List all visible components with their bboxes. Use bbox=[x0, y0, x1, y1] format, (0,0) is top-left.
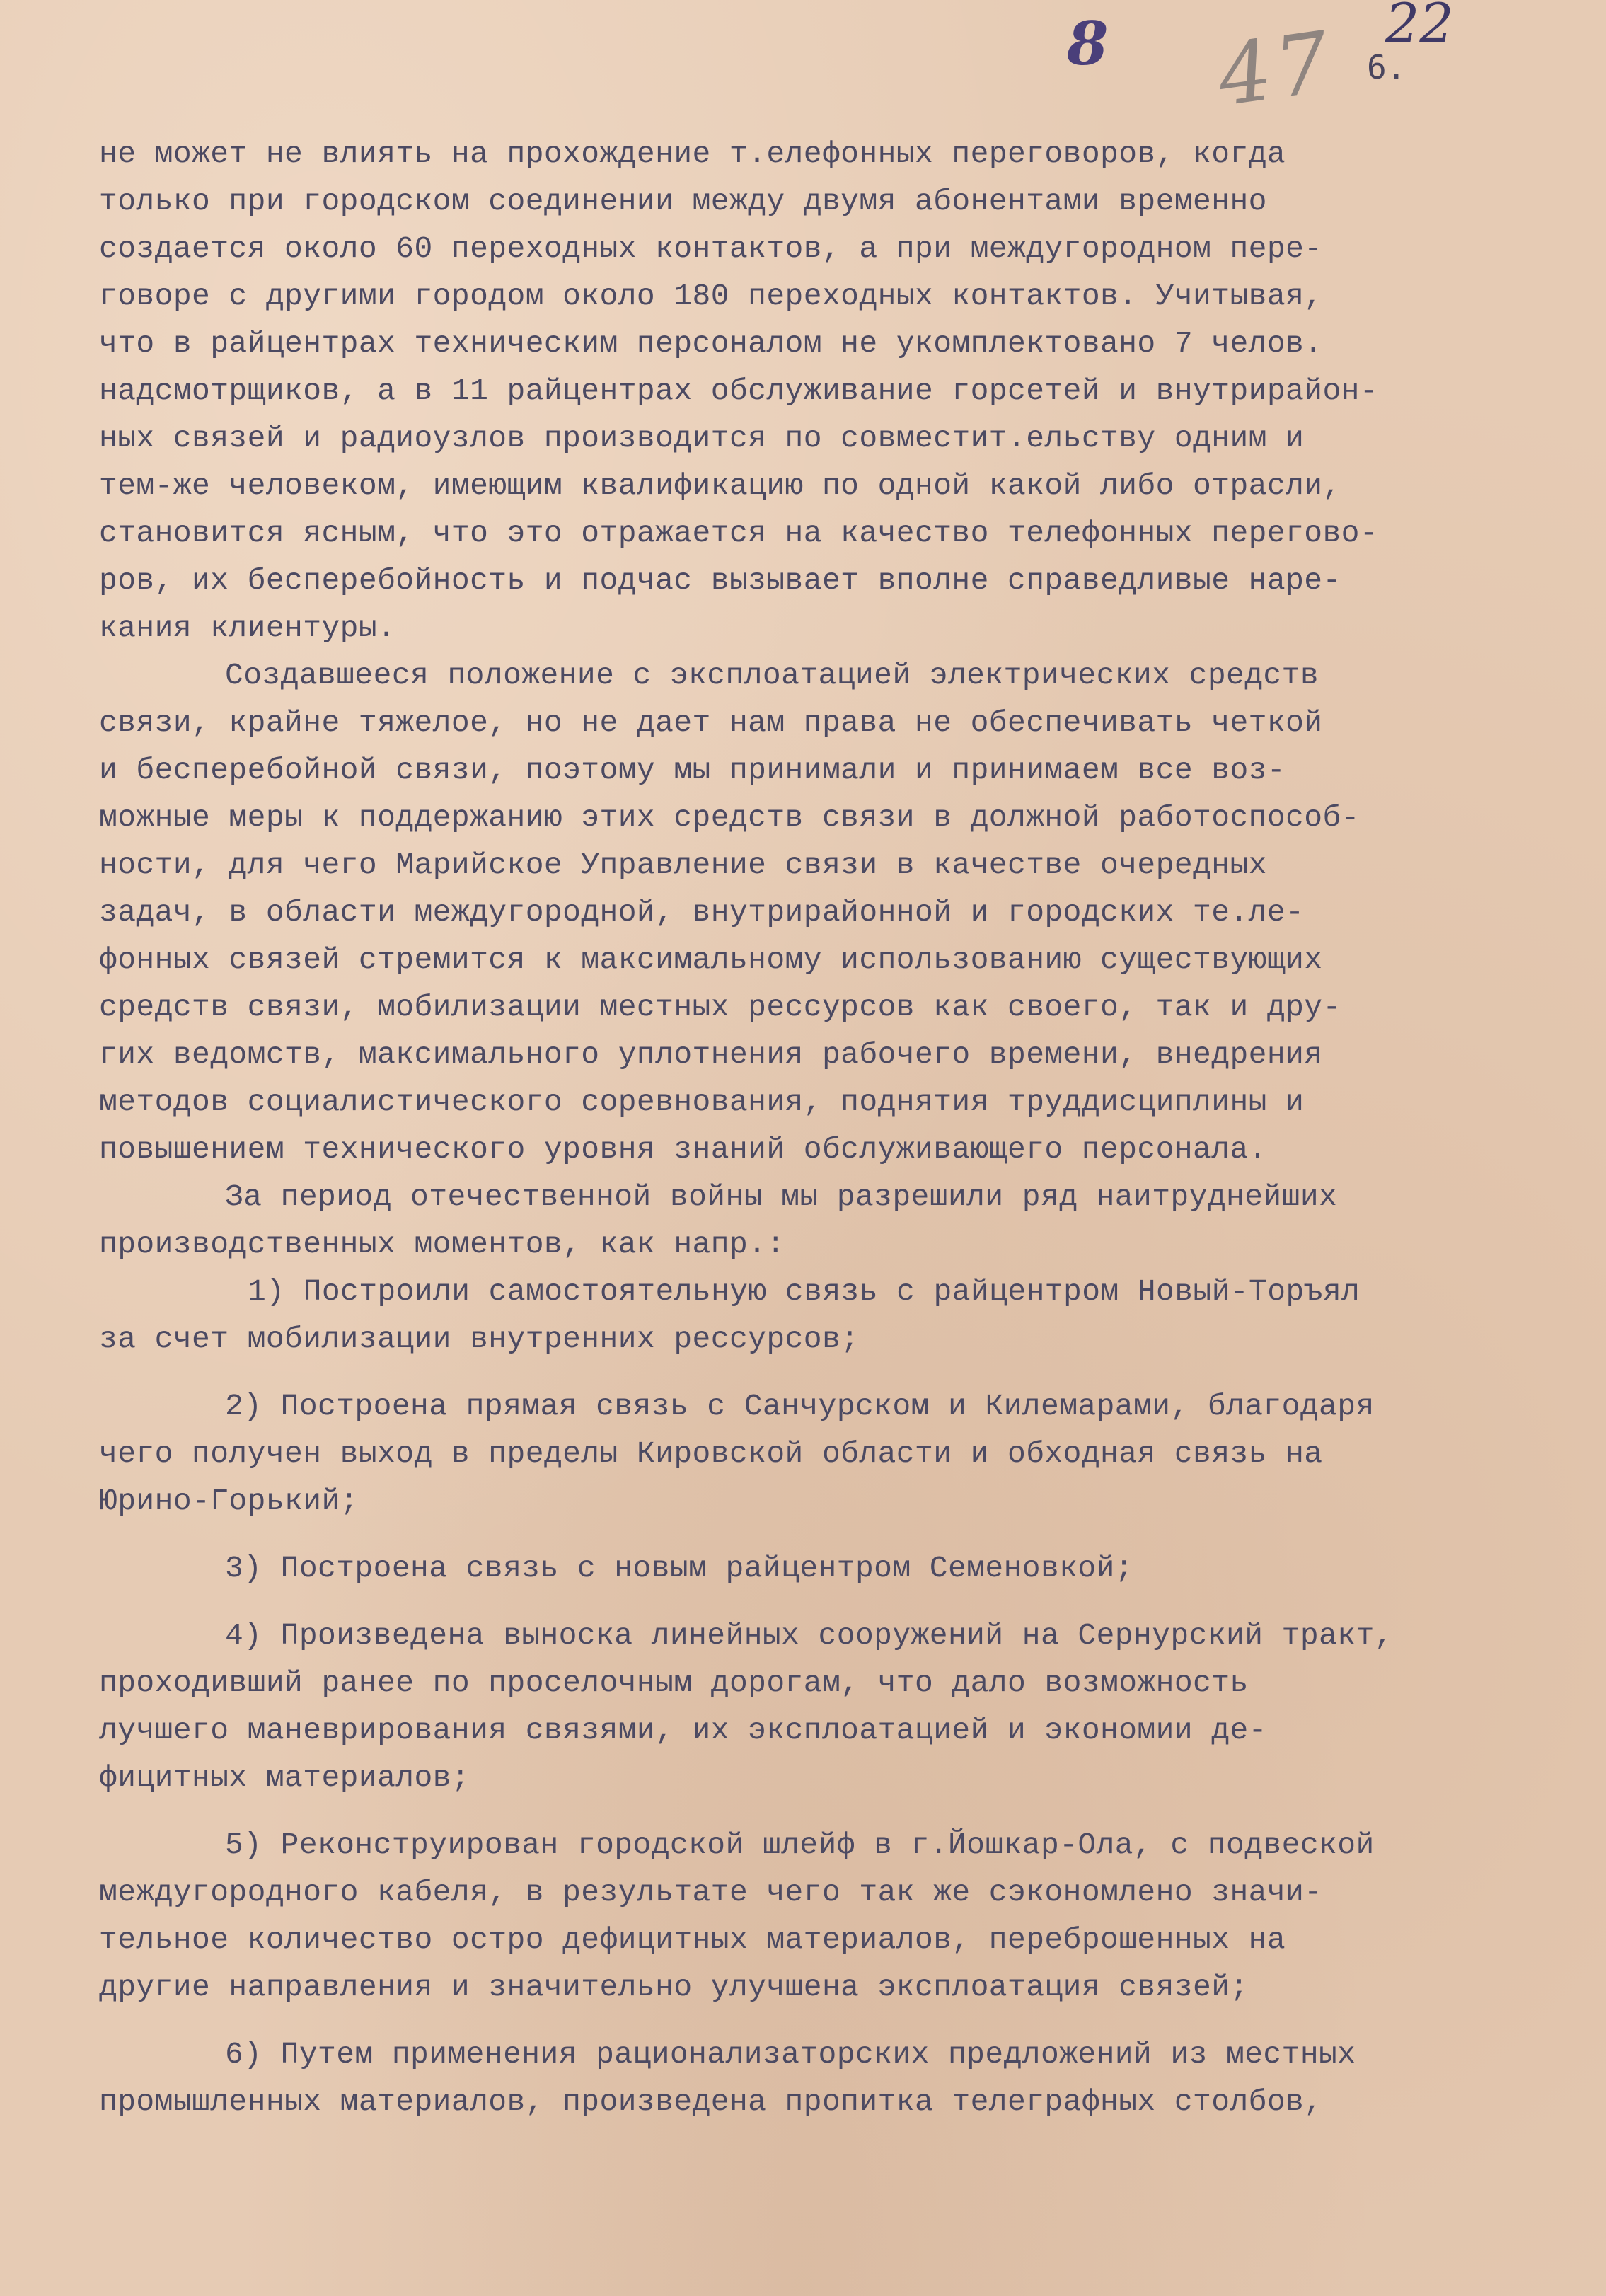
text-line: тельное количество остро дефицитных материалов, переброшенных на bbox=[99, 1922, 1286, 1957]
text-line: Создавшееся положение с эксплоатацией электрических средств bbox=[225, 658, 1319, 693]
text-line: и бесперебойной связи, поэтому мы принимали и принимаем все воз- bbox=[99, 753, 1286, 788]
text-line: только при городском соединении между двумя абонентами временно bbox=[99, 184, 1267, 219]
text-line: чего получен выход в пределы Кировской области и обходная связь на bbox=[99, 1436, 1323, 1471]
text-line: кания клиентуры. bbox=[99, 611, 396, 645]
text-line: задач, в области междугородной, внутрирайонной и городских те.ле- bbox=[99, 895, 1305, 930]
text-line: фицитных материалов; bbox=[99, 1760, 470, 1795]
text-line: можные меры к поддержанию этих средств связи в должной работоспособ- bbox=[99, 800, 1360, 835]
list-item-4 bbox=[99, 1612, 1556, 1801]
text-line: не может не влиять на прохождение т.елефонных переговоров, когда bbox=[99, 137, 1286, 171]
text-line: тем-же человеком, имеющим квалификацию по одной какой либо отрасли, bbox=[99, 468, 1341, 503]
text-line: фонных связей стремится к максимальному использованию существующих bbox=[99, 942, 1323, 977]
text-line: другие направления и значительно улучшена эксплоатация связей; bbox=[99, 1970, 1249, 2004]
text-line: 2) Построена прямая связь с Санчурском и Килемарами, благодаря bbox=[225, 1389, 1375, 1424]
text-line: ров, их бесперебойность и подчас вызывает вполне справедливые наре- bbox=[99, 563, 1341, 598]
text-line: говоре с другими городом около 180 переходных контактов. Учитывая, bbox=[99, 279, 1323, 313]
text-line: проходивший ранее по проселочным дорогам, что дало возможность bbox=[99, 1666, 1249, 1700]
text-line: 6) Путем применения рационализаторских предложений из местных bbox=[225, 2037, 1356, 2072]
text-line: лучшего маневрирования связями, их эксплоатацией и экономии де- bbox=[99, 1713, 1267, 1748]
list-item-6 bbox=[99, 2031, 1556, 2125]
paragraph-situation bbox=[99, 652, 1556, 1173]
text-line: Юрино-Горький; bbox=[99, 1484, 359, 1518]
text-line: становится ясным, что это отражается на качество телефонных перегово- bbox=[99, 516, 1379, 550]
text-line: ности, для чего Марийское Управление связи в качестве очередных bbox=[99, 848, 1267, 882]
handwritten-initial: 8 bbox=[1067, 8, 1109, 79]
text-line: повышением технического уровня знаний обслуживающего персонала. bbox=[99, 1132, 1267, 1167]
text-line: средств связи, мобилизации местных рессурсов как своего, так и дру- bbox=[99, 990, 1341, 1025]
text-line: за счет мобилизации внутренних рессурсов; bbox=[99, 1322, 860, 1356]
list-item-1 bbox=[99, 1268, 1556, 1363]
list-item-3 bbox=[99, 1545, 1556, 1592]
text-line: что в райцентрах техническим персоналом не укомплектовано 7 челов. bbox=[99, 326, 1323, 361]
text-line: надсмотрщиков, а в 11 райцентрах обслуживание горсетей и внутрирайон- bbox=[99, 374, 1379, 408]
text-line: производственных моментов, как напр.: bbox=[99, 1227, 785, 1262]
text-line: 1) Построили самостоятельную связь с райцентром Новый-Торъял bbox=[248, 1274, 1361, 1309]
text-line: создается около 60 переходных контактов, а при междугородном пере- bbox=[99, 231, 1323, 266]
list-item-2 bbox=[99, 1383, 1556, 1525]
text-line: ных связей и радиоузлов производится по совместит.ельству одним и bbox=[99, 421, 1305, 456]
text-line: методов социалистического соревнования, поднятия труддисциплины и bbox=[99, 1085, 1305, 1119]
text-line: междугородного кабеля, в результате чего так же сэкономлено значи- bbox=[99, 1875, 1323, 1910]
typewritten-body bbox=[99, 130, 1556, 2125]
text-line: гих ведомств, максимального уплотнения рабочего времени, внедрения bbox=[99, 1037, 1323, 1072]
text-line: За период отечественной войны мы разрешили ряд наитруднейших bbox=[225, 1179, 1338, 1214]
text-line: 4) Произведена выноска линейных сооружений на Сернурский тракт, bbox=[225, 1618, 1393, 1653]
text-line: 5) Реконструирован городской шлейф в г.Йошкар-Ола, с подвеской bbox=[225, 1828, 1375, 1862]
page-number: 6. bbox=[1367, 48, 1406, 86]
text-line: связи, крайне тяжелое, но не дает нам права не обеспечивать четкой bbox=[99, 705, 1323, 740]
text-line: промышленных материалов, произведена пропитка телеграфных столбов, bbox=[99, 2084, 1323, 2119]
handwritten-archive-number: 47 bbox=[1212, 12, 1339, 125]
text-line: 3) Построена связь с новым райцентром Семеновкой; bbox=[225, 1551, 1134, 1586]
handwritten-folio-number: 22 bbox=[1385, 0, 1454, 54]
paragraph-war-period bbox=[99, 1173, 1556, 1268]
list-item-5 bbox=[99, 1821, 1556, 2011]
paragraph-continuation bbox=[99, 130, 1556, 652]
